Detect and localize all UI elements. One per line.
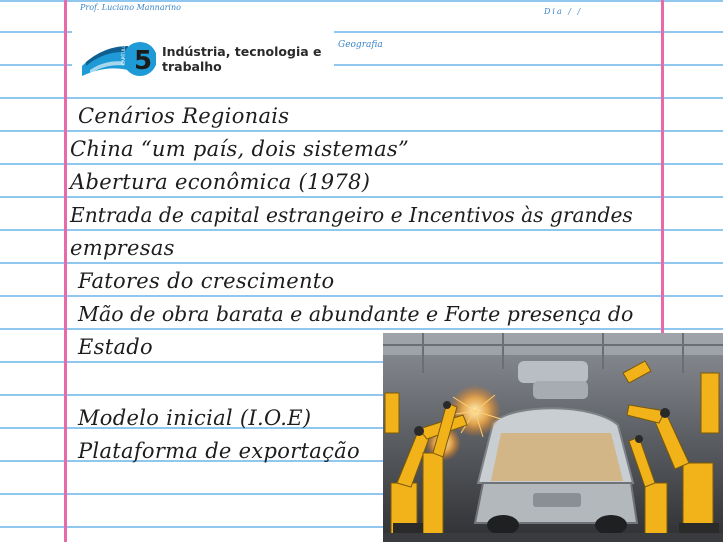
ruled-line (0, 262, 723, 264)
chapter-logo-icon (80, 36, 156, 82)
ruled-line (0, 295, 723, 297)
ruled-line (0, 328, 723, 330)
assembly-line-illustration (383, 333, 723, 542)
ruled-line (0, 97, 723, 99)
factory-photo (383, 333, 723, 542)
note-line: Modelo inicial (I.O.E) (78, 406, 312, 430)
chapter-number: 5 (134, 46, 153, 76)
note-line: Plataforma de exportação (78, 439, 360, 463)
note-line: Fatores do crescimento (78, 269, 335, 293)
left-margin-line (64, 0, 67, 542)
author-label: Prof. Luciano Mannarino (80, 3, 181, 12)
date-label: Dia / / (544, 7, 583, 16)
note-line: empresas (70, 236, 175, 260)
note-line: Cenários Regionais (78, 104, 290, 128)
subject-label: Geografia (338, 40, 383, 50)
chapter-badge (72, 28, 334, 90)
ruled-line (0, 196, 723, 198)
note-line: China “um país, dois sistemas” (70, 137, 410, 161)
note-line: Abertura econômica (1978) (70, 170, 371, 194)
chapter-title: Indústria, tecnologia e trabalho (162, 44, 322, 74)
note-line: Entrada de capital estrangeiro e Incentivos às grandes (70, 203, 633, 227)
chapter-label: CAPÍTULO (121, 44, 126, 65)
note-line: Estado (78, 335, 153, 359)
ruled-line (0, 0, 723, 2)
ruled-line (0, 229, 723, 231)
ruled-line (0, 163, 723, 165)
ruled-line (0, 130, 723, 132)
note-line: Mão de obra barata e abundante e Forte presença do (78, 302, 634, 326)
